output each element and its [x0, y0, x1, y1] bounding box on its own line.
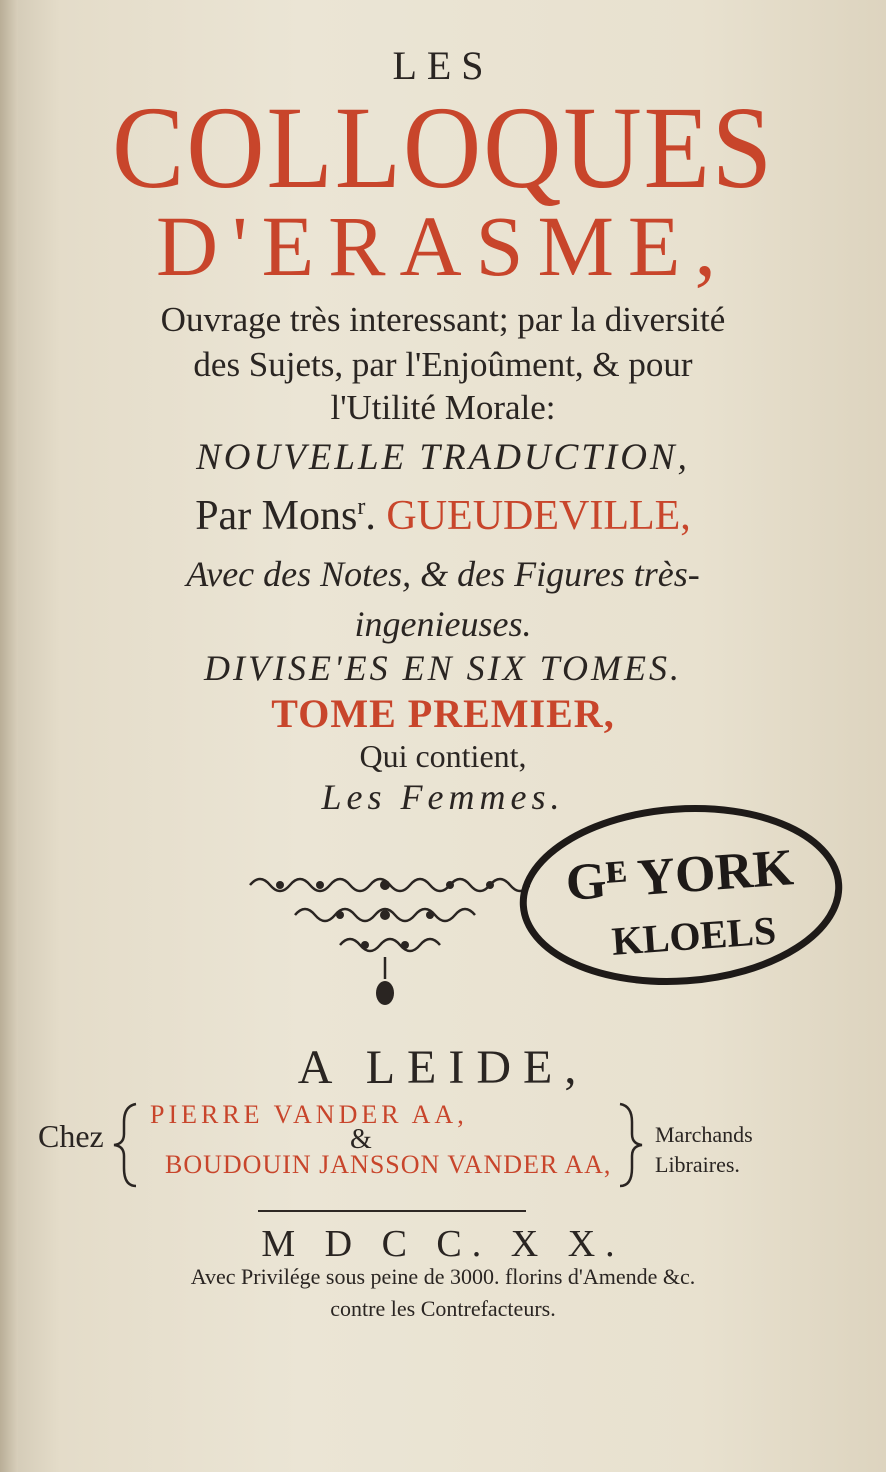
contents-intro: Qui contient,: [359, 738, 527, 774]
publisher-role-line-2: Libraires.: [655, 1152, 740, 1177]
author-prefix: Par Mons: [195, 493, 358, 539]
privilege-line-1: Avec Privilége sous peine de 3000. florins d'Amende &c.: [190, 1264, 696, 1289]
publisher-1: PIERRE VANDER AA,: [150, 1100, 468, 1129]
subtitle-line-1: Ouvrage très interessant; par la diversité: [160, 300, 726, 339]
title-les: LES: [392, 43, 494, 88]
fleuron-ornament: [240, 865, 530, 1015]
author-superscript: r: [357, 494, 366, 520]
imprint-year: M D C C. X X.: [261, 1223, 625, 1265]
subtitle-line-2: des Sujets, par l'Enjoûment, & pour: [193, 345, 693, 384]
left-brace-icon: [110, 1100, 140, 1190]
separator-rule: [258, 1210, 526, 1212]
author-dot: .: [365, 493, 387, 539]
title-erasme: D'ERASME,: [156, 198, 730, 294]
imprint-chez: Chez: [38, 1118, 104, 1154]
notes-line-1: Avec des Notes, & des Figures très-: [186, 554, 700, 594]
privilege-line-2: contre les Contrefacteurs.: [330, 1296, 556, 1321]
tome-heading: TOME PREMIER,: [271, 691, 615, 736]
contents-title: Les Femmes.: [321, 777, 565, 817]
publisher-ampersand: &: [350, 1124, 372, 1155]
imprint-city: A LEIDE,: [297, 1041, 589, 1094]
right-brace-icon: [616, 1100, 646, 1190]
subtitle-line-3: l'Utilité Morale:: [330, 388, 556, 427]
publisher-2: BOUDOUIN JANSSON VANDER AA,: [165, 1150, 612, 1179]
publisher-role: [655, 1120, 753, 1180]
stamp-line-2: KLOELS: [610, 907, 778, 964]
stamp-line-1: Gᴱ YORK: [564, 839, 796, 912]
author-line: [0, 492, 886, 540]
author-name: GUEUDEVILLE,: [386, 493, 691, 539]
notes-line-2: ingenieuses.: [354, 604, 532, 644]
publisher-role-line-1: Marchands: [655, 1122, 753, 1147]
publisher-block: [0, 1100, 886, 1190]
library-stamp: [510, 789, 852, 1002]
title-colloques: COLLOQUES: [112, 82, 774, 213]
volumes-line: DIVISE'ES EN SIX TOMES.: [204, 648, 682, 688]
translation-heading: NOUVELLE TRADUCTION,: [196, 437, 690, 478]
